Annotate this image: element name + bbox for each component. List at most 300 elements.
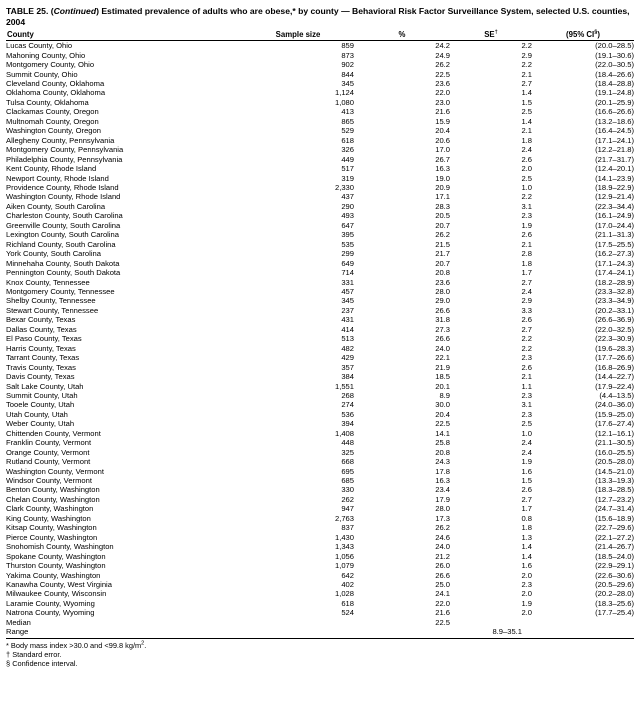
column-header-county: County	[6, 30, 242, 41]
cell-percent: 30.0	[435, 400, 450, 410]
footnote-se	[6, 650, 634, 659]
cell-sample-size: 649	[341, 258, 354, 268]
table-row	[6, 155, 634, 164]
table-row	[6, 580, 634, 589]
cell-county: Chittenden County, Vermont	[6, 428, 101, 438]
table-row	[6, 98, 634, 107]
cell-percent: 26.2	[435, 523, 450, 533]
cell-se: 1.5	[521, 97, 532, 107]
table-body	[6, 41, 634, 637]
cell-se: 2.3	[521, 353, 532, 363]
cell-sample-size: 429	[341, 353, 354, 363]
cell-county: Spokane County, Washington	[6, 551, 106, 561]
cell-se: 2.0	[521, 570, 532, 580]
cell-se: 3.1	[521, 400, 532, 410]
cell-se: 2.7	[521, 277, 532, 287]
section-symbol: §	[6, 659, 11, 669]
cell-percent: 23.4	[435, 485, 450, 495]
table-row	[6, 296, 634, 305]
cell-sample-size: 437	[341, 192, 354, 202]
cell-county: Philadelphia County, Pennsylvania	[6, 154, 123, 164]
cell-county: Windsor County, Vermont	[6, 476, 92, 486]
cell-percent: 20.8	[435, 268, 450, 278]
cell-county: Providence County, Rhode Island	[6, 182, 119, 192]
cell-sample-size: 642	[341, 570, 354, 580]
cell-se: 2.2	[521, 343, 532, 353]
cell-percent: 24.0	[435, 343, 450, 353]
cell-sample-size: 1,079	[334, 561, 354, 571]
cell-se: 1.9	[521, 457, 532, 467]
table-row	[6, 268, 634, 277]
footnote-ci	[6, 659, 634, 668]
cell-percent: 18.5	[435, 372, 450, 382]
cell-county: Washington County, Vermont	[6, 466, 104, 476]
cell-county: Rutland County, Vermont	[6, 457, 91, 467]
table-row	[6, 287, 634, 296]
cell-sample-size: 413	[341, 107, 354, 117]
cell-sample-size: 714	[341, 268, 354, 278]
cell-ci: (20.5–29.6)	[595, 580, 634, 590]
cell-ci: (19.6–28.3)	[595, 343, 634, 353]
range-row	[6, 627, 634, 636]
cell-county: Mahoning County, Ohio	[6, 50, 86, 60]
cell-ci: (17.7–25.4)	[595, 608, 634, 618]
cell-sample-size: 431	[341, 315, 354, 325]
cell-percent: 17.0	[435, 145, 450, 155]
cell-ci: (12.9–21.4)	[595, 192, 634, 202]
cell-se: 2.9	[521, 296, 532, 306]
cell-percent: 17.9	[435, 494, 450, 504]
cell-se: 1.4	[521, 88, 532, 98]
cell-sample-size: 536	[341, 409, 354, 419]
cell-county: Montgomery County, Tennessee	[6, 286, 115, 296]
cell-county: Minnehaha County, South Dakota	[6, 258, 120, 268]
cell-se: 1.5	[521, 476, 532, 486]
footnote-bmi-exponent: 2	[141, 640, 145, 647]
table-row	[6, 391, 634, 400]
cell-sample-size: 618	[341, 598, 354, 608]
cell-sample-size: 325	[341, 447, 354, 457]
cell-percent: 16.3	[435, 476, 450, 486]
cell-se: 2.6	[521, 485, 532, 495]
cell-county: Travis County, Texas	[6, 362, 76, 372]
cell-county: Washington County, Rhode Island	[6, 192, 121, 202]
cell-sample-size: 414	[341, 324, 354, 334]
cell-sample-size: 448	[341, 438, 354, 448]
table-row	[6, 306, 634, 315]
cell-county: El Paso County, Texas	[6, 334, 82, 344]
cell-percent: 23.6	[435, 277, 450, 287]
cell-county: Pennington County, South Dakota	[6, 268, 121, 278]
cell-percent: 21.9	[435, 362, 450, 372]
cell-county: Clark County, Washington	[6, 504, 94, 514]
cell-blank	[354, 627, 450, 636]
cell-county: Tarrant County, Texas	[6, 353, 80, 363]
cell-ci: (13.2–18.6)	[595, 116, 634, 126]
ci-footnote-marker: §	[594, 29, 598, 36]
cell-sample-size: 345	[341, 79, 354, 88]
cell-county: Laramie County, Wyoming	[6, 598, 95, 608]
cell-blank	[450, 618, 532, 627]
table-row	[6, 344, 634, 353]
cell-ci: (20.2–28.0)	[595, 589, 634, 599]
cell-se: 2.8	[521, 249, 532, 259]
cell-sample-size: 394	[341, 419, 354, 429]
cell-se: 1.8	[521, 135, 532, 145]
cell-percent: 26.6	[435, 334, 450, 344]
cell-se: 2.6	[521, 315, 532, 325]
cell-sample-size: 268	[341, 390, 354, 400]
table-row	[6, 107, 634, 116]
cell-sample-size: 457	[341, 286, 354, 296]
cell-percent: 24.6	[435, 532, 450, 542]
table-row	[6, 79, 634, 88]
cell-percent: 21.7	[435, 249, 450, 259]
cell-se: 2.2	[521, 41, 532, 51]
table-row	[6, 523, 634, 532]
cell-sample-size: 535	[341, 239, 354, 249]
table-row	[6, 240, 634, 249]
cell-percent: 29.0	[435, 296, 450, 306]
cell-percent: 24.2	[435, 41, 450, 51]
cell-sample-size: 319	[341, 173, 354, 183]
cell-ci: (16.8–26.9)	[595, 362, 634, 372]
median-row	[6, 618, 634, 627]
table-row	[6, 599, 634, 608]
table-row	[6, 372, 634, 381]
cell-sample-size: 524	[341, 608, 354, 618]
cell-sample-size: 859	[341, 41, 354, 51]
cell-sample-size: 345	[341, 296, 354, 306]
cell-percent: 28.0	[435, 286, 450, 296]
cell-se: 0.8	[521, 513, 532, 523]
cell-sample-size: 517	[341, 164, 354, 174]
table-row	[6, 202, 634, 211]
cell-se: 2.4	[521, 286, 532, 296]
table-row	[6, 126, 634, 135]
cell-blank	[532, 618, 634, 627]
cell-ci: (18.3–25.6)	[595, 598, 634, 608]
cell-percent: 28.3	[435, 201, 450, 211]
footnote-bmi	[6, 641, 634, 650]
cell-se: 1.0	[521, 428, 532, 438]
cell-percent: 28.0	[435, 504, 450, 514]
cell-county: Natrona County, Wyoming	[6, 608, 95, 618]
cell-ci: (22.0–32.5)	[595, 324, 634, 334]
cell-percent: 20.9	[435, 182, 450, 192]
cell-ci: (22.9–29.1)	[595, 561, 634, 571]
table-row	[6, 419, 634, 428]
cell-ci: (18.9–22.9)	[595, 182, 634, 192]
cell-county: Utah County, Utah	[6, 409, 68, 419]
cell-percent: 22.5	[435, 69, 450, 79]
cell-percent: 23.6	[435, 79, 450, 88]
table-row	[6, 353, 634, 362]
cell-county: Salt Lake County, Utah	[6, 381, 84, 391]
cell-county: Benton County, Washington	[6, 485, 100, 495]
cell-ci: (17.1–24.1)	[595, 135, 634, 145]
footnote-ci-text: Confidence interval.	[12, 659, 78, 669]
cell-percent: 21.5	[435, 239, 450, 249]
table-row	[6, 259, 634, 268]
cell-percent: 20.5	[435, 211, 450, 221]
column-header-ci	[532, 30, 634, 41]
table-row	[6, 70, 634, 79]
cell-county: Pierce County, Washington	[6, 532, 98, 542]
table-row	[6, 552, 634, 561]
cell-se: 3.1	[521, 201, 532, 211]
cell-percent: 25.8	[435, 438, 450, 448]
cell-county: Washington County, Oregon	[6, 126, 101, 136]
cell-sample-size: 290	[341, 201, 354, 211]
cell-county: Kanawha County, West Virginia	[6, 580, 112, 590]
table-row	[6, 183, 634, 192]
cell-se: 2.2	[521, 334, 532, 344]
footnote-bmi-period: .	[144, 640, 147, 650]
cell-ci: (12.7–23.2)	[595, 494, 634, 504]
cell-se: 2.0	[521, 589, 532, 599]
cell-county: Chelan County, Washington	[6, 494, 100, 504]
column-header-se	[450, 30, 532, 41]
cell-percent: 27.3	[435, 324, 450, 334]
cell-se: 2.5	[521, 107, 532, 117]
cell-sample-size: 274	[341, 400, 354, 410]
cell-sample-size: 695	[341, 466, 354, 476]
cell-ci: (16.2–27.3)	[595, 249, 634, 259]
cell-percent: 17.3	[435, 513, 450, 523]
cell-percent: 26.2	[435, 60, 450, 70]
cell-county: Cleveland County, Oklahoma	[6, 79, 105, 88]
cell-se: 3.3	[521, 305, 532, 315]
table-row	[6, 325, 634, 334]
table-row	[6, 514, 634, 523]
ci-close: )	[597, 30, 600, 40]
cell-sample-size: 493	[341, 211, 354, 221]
column-header-sample-size: Sample size	[242, 30, 354, 41]
cell-county: Shelby County, Tennessee	[6, 296, 96, 306]
cell-se: 2.3	[521, 390, 532, 400]
cell-county: Montgomery County, Pennsylvania	[6, 145, 124, 155]
cell-sample-size: 865	[341, 116, 354, 126]
cell-ci: (17.5–25.5)	[595, 239, 634, 249]
title-continued: Continued	[53, 6, 97, 16]
cell-se: 1.8	[521, 258, 532, 268]
cell-county: Tulsa County, Oklahoma	[6, 97, 89, 107]
table-row	[6, 211, 634, 220]
cell-county: Yakima County, Washington	[6, 570, 101, 580]
dagger-symbol: †	[6, 650, 11, 660]
table-row	[6, 363, 634, 372]
cell-percent: 22.5	[435, 419, 450, 429]
cell-percent: 23.0	[435, 97, 450, 107]
cell-percent: 17.1	[435, 192, 450, 202]
table-row	[6, 400, 634, 409]
cell-ci: (19.1–24.8)	[595, 88, 634, 98]
cell-sample-size: 844	[341, 69, 354, 79]
cell-percent: 22.1	[435, 353, 450, 363]
cell-ci: (12.1–16.1)	[595, 428, 634, 438]
table-row	[6, 571, 634, 580]
cell-se: 2.7	[521, 324, 532, 334]
cell-se: 2.9	[521, 50, 532, 60]
cell-county: Milwaukee County, Wisconsin	[6, 589, 107, 599]
cell-sample-size: 685	[341, 476, 354, 486]
cell-sample-size: 237	[341, 305, 354, 315]
cell-ci: (15.9–25.0)	[595, 409, 634, 419]
cell-ci: (24.7–31.4)	[595, 504, 634, 514]
cell-percent: 22.0	[435, 598, 450, 608]
cell-se: 2.6	[521, 154, 532, 164]
table-row	[6, 542, 634, 551]
cell-se: 2.3	[521, 409, 532, 419]
cell-se: 2.1	[521, 69, 532, 79]
cell-county: Bexar County, Texas	[6, 315, 76, 325]
cell-ci: (22.6–30.6)	[595, 570, 634, 580]
cell-ci: (21.1–30.5)	[595, 438, 634, 448]
cell-se: 2.1	[521, 239, 532, 249]
cell-sample-size: 299	[341, 249, 354, 259]
cell-county: Aiken County, South Carolina	[6, 201, 106, 211]
cell-sample-size: 837	[341, 523, 354, 533]
table-row	[6, 485, 634, 494]
footnote-bmi-text: * Body mass index >30.0 and <99.8 kg/m	[6, 640, 142, 650]
title-suffix: ) Estimated prevalence of adults who are obese,* by county — Behavioral Risk Factor Surveillance System, selected U.S. counties, 2004	[6, 6, 630, 27]
cell-ci: (21.7–31.7)	[595, 154, 634, 164]
cell-county: Kent County, Rhode Island	[6, 164, 97, 174]
cell-ci: (20.0–28.5)	[595, 41, 634, 51]
cell-se: 2.6	[521, 362, 532, 372]
cell-median-label: Median	[6, 617, 31, 627]
table-row	[6, 117, 634, 126]
cell-ci: (16.0–25.5)	[595, 447, 634, 457]
cell-ci: (17.1–24.3)	[595, 258, 634, 268]
cell-sample-size: 326	[341, 145, 354, 155]
cell-percent: 24.0	[435, 542, 450, 552]
table-row	[6, 192, 634, 201]
cell-percent: 21.2	[435, 551, 450, 561]
table-row	[6, 136, 634, 145]
cell-county: Montgomery County, Ohio	[6, 60, 95, 70]
table-row	[6, 476, 634, 485]
cell-median-value: 22.5	[435, 617, 450, 627]
cell-county: Richland County, South Carolina	[6, 239, 116, 249]
table-header	[6, 30, 634, 41]
cell-county: Lexington County, South Carolina	[6, 230, 119, 240]
cell-se: 2.3	[521, 211, 532, 221]
cell-se: 1.4	[521, 551, 532, 561]
cell-sample-size: 2,330	[334, 182, 354, 192]
cell-se: 2.5	[521, 173, 532, 183]
cell-percent: 20.4	[435, 126, 450, 136]
cell-se: 1.0	[521, 182, 532, 192]
cell-sample-size: 513	[341, 334, 354, 344]
cell-percent: 24.3	[435, 457, 450, 467]
cell-se: 1.8	[521, 523, 532, 533]
cell-percent: 24.1	[435, 589, 450, 599]
cell-se: 2.4	[521, 447, 532, 457]
cell-sample-size: 902	[341, 60, 354, 70]
ci-label: (95% CI	[566, 30, 595, 40]
cell-ci: (22.0–30.5)	[595, 60, 634, 70]
table-row	[6, 504, 634, 513]
cell-percent: 26.6	[435, 305, 450, 315]
cell-ci: (17.6–27.4)	[595, 419, 634, 429]
page-title	[6, 6, 634, 27]
table-row	[6, 533, 634, 542]
cell-se: 1.7	[521, 268, 532, 278]
cell-sample-size: 482	[341, 343, 354, 353]
cell-percent: 26.7	[435, 154, 450, 164]
cell-ci: (14.4–22.7)	[595, 372, 634, 382]
cell-county: Kitsap County, Washington	[6, 523, 97, 533]
cell-sample-size: 262	[341, 494, 354, 504]
cell-se: 2.0	[521, 608, 532, 618]
cell-sample-size: 395	[341, 230, 354, 240]
obesity-prevalence-table	[6, 30, 634, 637]
cell-percent: 16.3	[435, 164, 450, 174]
table-row	[6, 41, 634, 51]
table-header-row	[6, 30, 634, 41]
cell-percent: 26.6	[435, 570, 450, 580]
cell-ci: (17.7–26.6)	[595, 353, 634, 363]
table-row	[6, 174, 634, 183]
cell-ci: (17.0–24.4)	[595, 220, 634, 230]
cell-se: 1.9	[521, 220, 532, 230]
table-row	[6, 278, 634, 287]
cell-county: Newport County, Rhode Island	[6, 173, 109, 183]
table-row	[6, 334, 634, 343]
cell-se: 2.2	[521, 192, 532, 202]
footnotes	[6, 641, 634, 669]
table-row	[6, 88, 634, 97]
table-row	[6, 467, 634, 476]
cell-se: 2.7	[521, 79, 532, 88]
table-row	[6, 457, 634, 466]
cell-county: Charleston County, South Carolina	[6, 211, 123, 221]
cell-ci: (4.4–13.5)	[599, 390, 634, 400]
cell-se: 2.1	[521, 126, 532, 136]
table-row	[6, 145, 634, 154]
table-row	[6, 438, 634, 447]
cell-se: 1.9	[521, 598, 532, 608]
cell-se: 2.1	[521, 372, 532, 382]
cell-sample-size: 1,551	[334, 381, 354, 391]
cell-percent: 15.9	[435, 116, 450, 126]
table-row	[6, 608, 634, 617]
cell-ci: (17.4–24.1)	[595, 268, 634, 278]
cell-ci: (20.1–25.9)	[595, 97, 634, 107]
cell-percent: 17.8	[435, 466, 450, 476]
cell-se: 2.6	[521, 230, 532, 240]
cell-se: 2.3	[521, 580, 532, 590]
cell-ci: (22.1–27.2)	[595, 532, 634, 542]
cell-sample-size: 384	[341, 372, 354, 382]
cell-percent: 8.9	[439, 390, 450, 400]
cell-sample-size: 1,124	[334, 88, 354, 98]
cell-ci: (14.1–23.9)	[595, 173, 634, 183]
se-label: SE	[484, 30, 495, 40]
table-row	[6, 315, 634, 324]
cell-percent: 20.7	[435, 220, 450, 230]
cell-percent: 19.0	[435, 173, 450, 183]
table-row	[6, 164, 634, 173]
cell-se: 2.5	[521, 419, 532, 429]
column-header-percent: %	[354, 30, 450, 41]
cell-percent: 20.4	[435, 409, 450, 419]
cell-county: Stewart County, Tennessee	[6, 305, 99, 315]
cell-ci: (23.3–32.8)	[595, 286, 634, 296]
table-row	[6, 410, 634, 419]
